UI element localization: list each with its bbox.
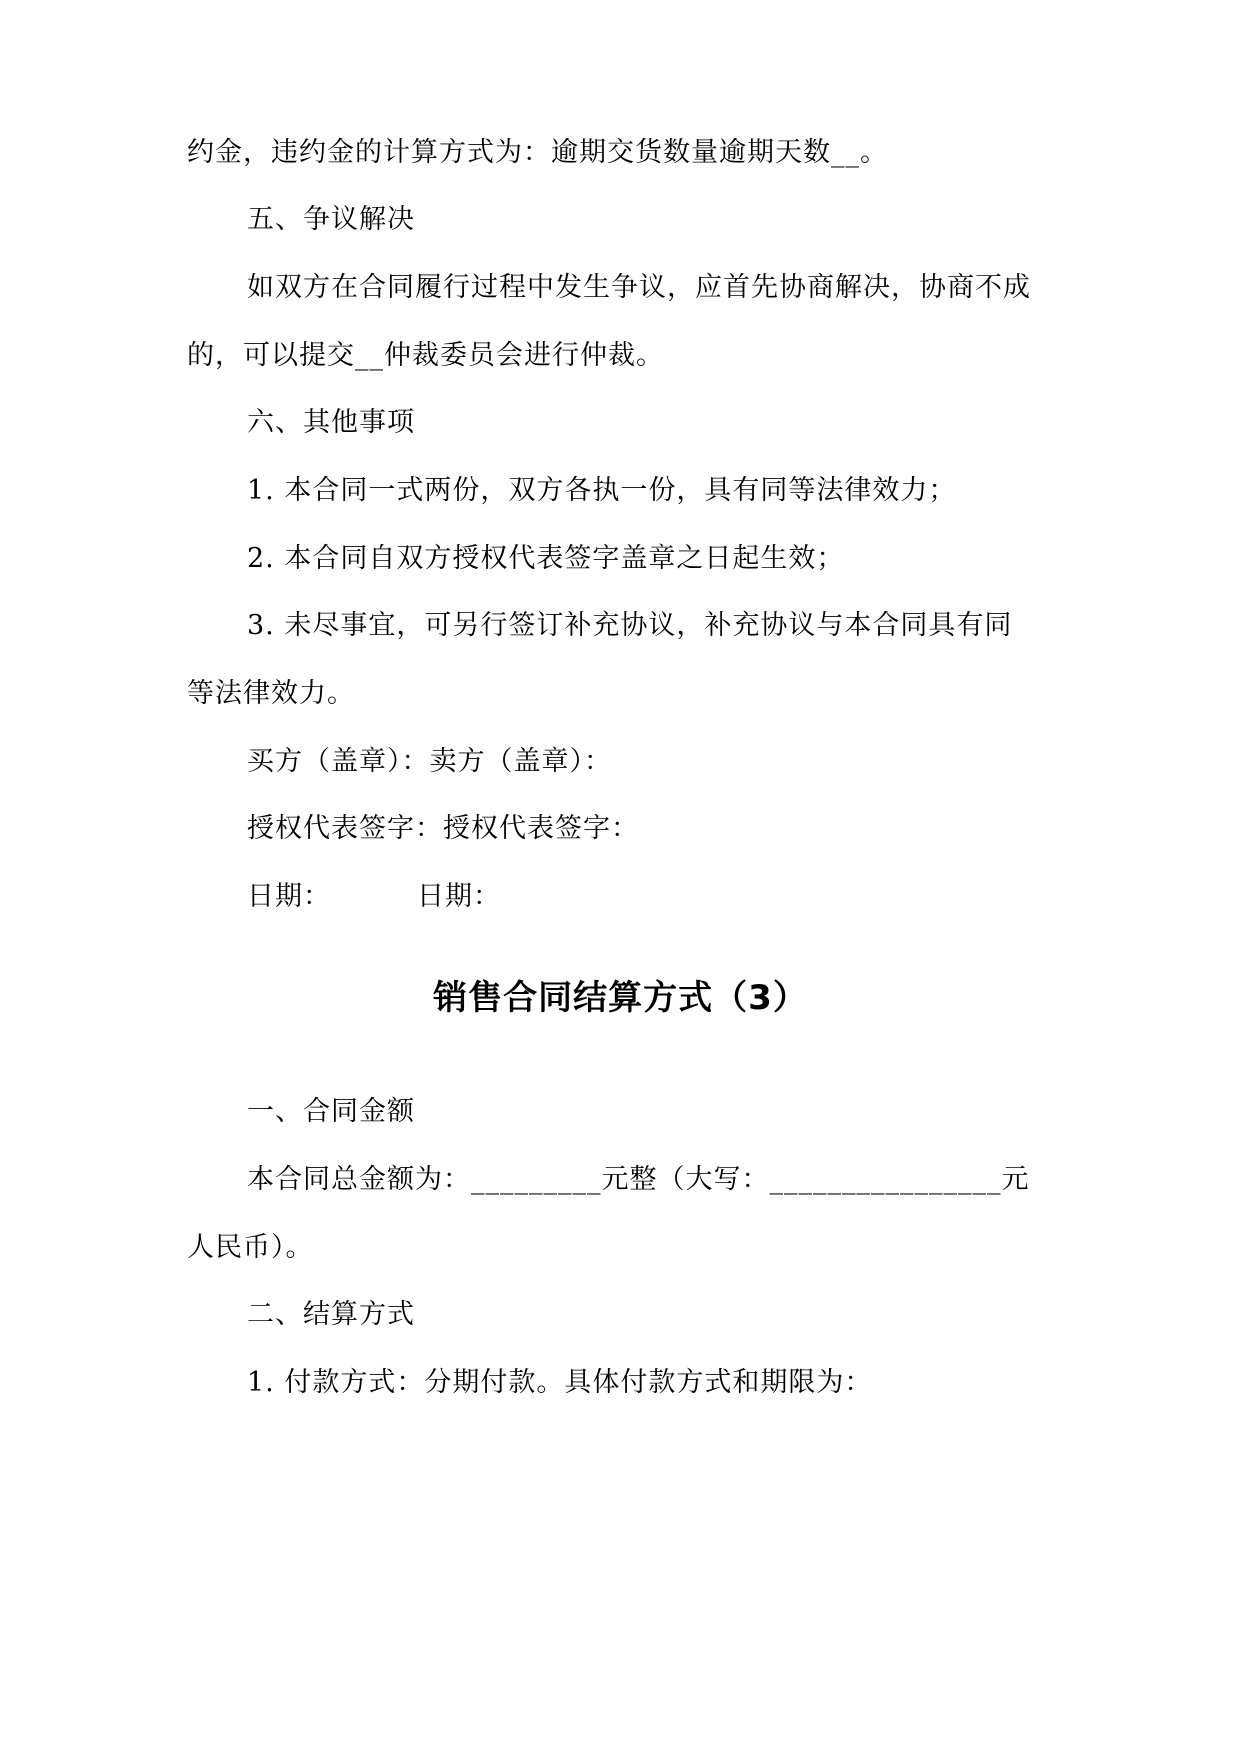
date-label-buyer: 日期： (247, 881, 331, 912)
heading-contract-amount: 一、合同金额 (247, 1096, 415, 1127)
date-label-seller: 日期： (417, 881, 501, 912)
penalty-clause-tail: 约金，违约金的计算方式为：逾期交货数量逾期天数__。 (187, 137, 888, 168)
heading-other-matters: 六、其他事项 (247, 407, 415, 438)
signature-line: 授权代表签字：授权代表签字： (247, 813, 639, 844)
heading-dispute-resolution: 五、争议解决 (247, 204, 415, 235)
date-line (247, 877, 501, 917)
dispute-paragraph-line-1: 如双方在合同履行过程中发生争议，应首先协商解决，协商不成 (247, 272, 1031, 303)
amount-paragraph-line-1: 本合同总金额为：_________元整（大写：________________元 (247, 1164, 1030, 1195)
seal-line: 买方（盖章）：卖方（盖章）： (247, 746, 612, 777)
other-item-3-line-1: 3. 未尽事宜，可另行签订补充协议，补充协议与本合同具有同 (247, 610, 1013, 641)
dispute-paragraph-line-2: 的，可以提交__仲裁委员会进行仲裁。 (187, 340, 664, 371)
section-title: 销售合同结算方式（3） (433, 978, 808, 1018)
other-item-2: 2. 本合同自双方授权代表签字盖章之日起生效； (247, 543, 845, 574)
payment-item-1: 1. 付款方式：分期付款。具体付款方式和期限为： (247, 1367, 873, 1398)
other-item-3-line-2: 等法律效力。 (187, 678, 355, 709)
amount-paragraph-line-2: 人民币）。 (187, 1232, 314, 1263)
heading-settlement-method: 二、结算方式 (247, 1299, 415, 1330)
other-item-1: 1. 本合同一式两份，双方各执一份，具有同等法律效力； (247, 475, 957, 506)
